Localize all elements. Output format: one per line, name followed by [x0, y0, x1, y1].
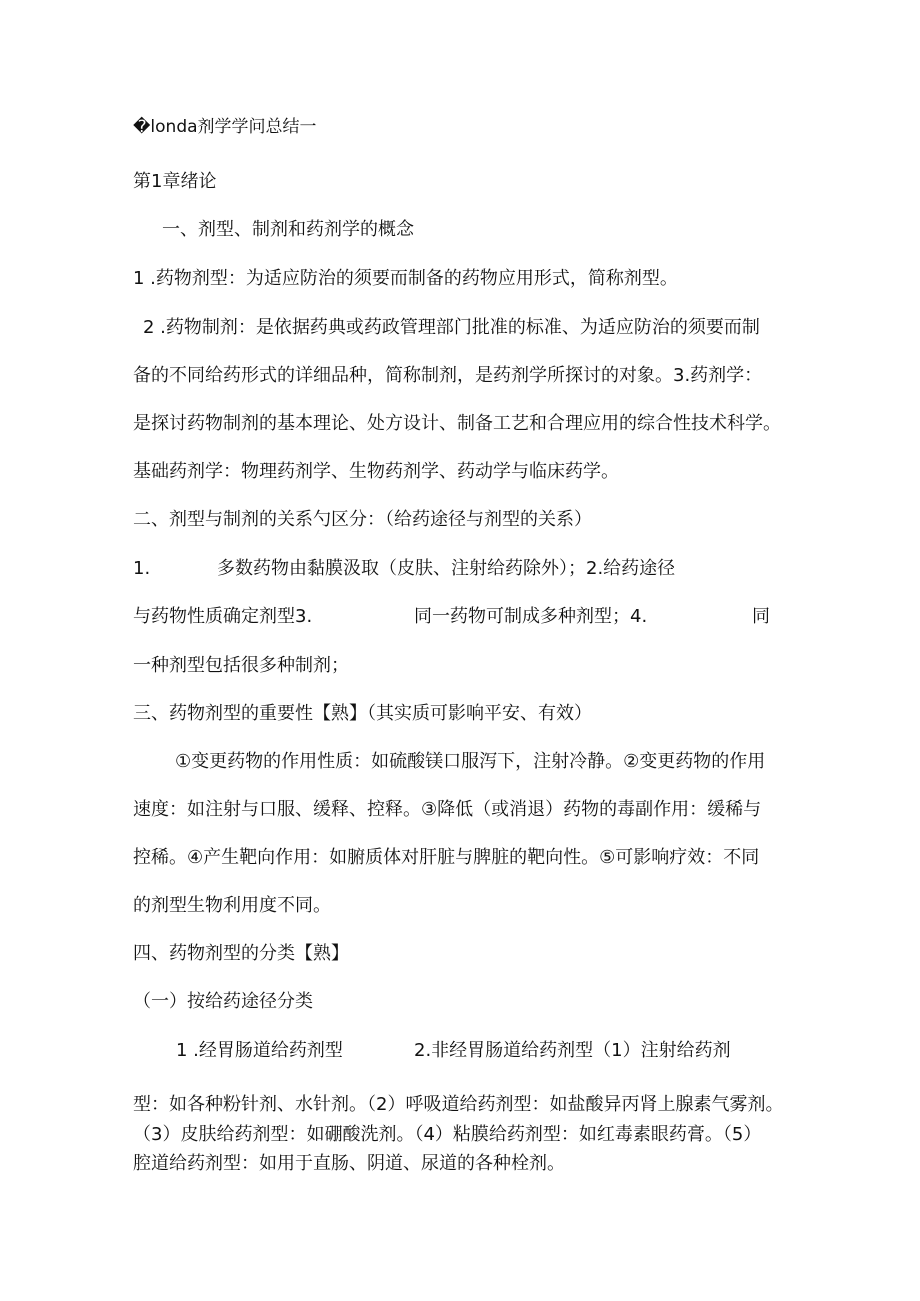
section-heading-3: 三、药物剂型的重要性【熟】（其实质可影响平安、有效）: [133, 703, 592, 724]
paragraph-line: 控稀。④产生靶向作用：如腑质体对肝脏与脾脏的靶向性。⑤可影响疗效：不同: [133, 847, 760, 868]
paragraph-line: 型：如各种粉针剂、水针剂。（2）呼吸道给药剂型：如盐酸异丙肾上腺素气雾剂。: [133, 1094, 784, 1115]
paragraph-line: 2 .药物制剂：是依据药典或药政管理部门批准的标准、为适应防治的须要而制: [143, 317, 760, 338]
list-number: 1.: [133, 558, 151, 579]
section-heading-2: 二、剂型与制剂的关系勺区分：（给药途径与剂型的关系）: [133, 509, 592, 530]
paragraph-line: 备的不同给药形式的详细品种，简称制剂，是药剂学所探讨的对象。3.药剂学：: [133, 365, 763, 386]
paragraph-line: 腔道给药剂型：如用于直肠、阴道、尿道的各种栓剂。: [133, 1153, 565, 1174]
paragraph-line: 多数药物由黏膜汲取（皮肤、注射给药除外）；2.给药途径: [217, 558, 676, 579]
paragraph-line: ①变更药物的作用性质：如硫酸镁口服泻下，注射冷静。②变更药物的作用: [175, 751, 766, 772]
chapter-title: 第1章绪论: [133, 171, 217, 192]
paragraph-line: 1 .药物剂型：为适应防治的须要而制备的药物应用形式，简称剂型。: [133, 268, 678, 289]
section-heading-1: 一、剂型、制剂和药剂学的概念: [162, 219, 414, 240]
paragraph-line: 同: [752, 606, 770, 627]
paragraph-line: 1 .经胃肠道给药剂型: [176, 1040, 343, 1061]
paragraph-line: 一种剂型包括很多种制剂；: [133, 655, 349, 676]
subsection-heading: （一）按给药途径分类: [133, 991, 313, 1012]
paragraph-line: 2.非经胃肠道给药剂型（1）注射给药剂: [414, 1040, 731, 1061]
paragraph-line: 是探讨药物制剂的基本理论、处方设计、制备工艺和合理应用的综合性技术科学。: [133, 413, 781, 434]
paragraph-line: 同一药物可制成多种剂型；4.: [414, 606, 648, 627]
paragraph-line: 基础药剂学：物理药剂学、生物药剂学、药动学与临床药学。: [133, 461, 619, 482]
paragraph-line: 与药物性质确定剂型3.: [133, 606, 313, 627]
section-heading-4: 四、药物剂型的分类【熟】: [133, 943, 349, 964]
paragraph-line: 速度：如注射与口服、缓释、控释。③降低（或消退）药物的毒副作用：缓稀与: [133, 799, 762, 820]
document-header: �londa剂学学问总结一: [133, 117, 317, 137]
paragraph-line: 的剂型生物利用度不同。: [133, 895, 331, 916]
paragraph-line: （3）皮肤给药剂型：如硼酸洗剂。（4）粘膜给药剂型：如红毒素眼药膏。（5）: [133, 1124, 762, 1145]
